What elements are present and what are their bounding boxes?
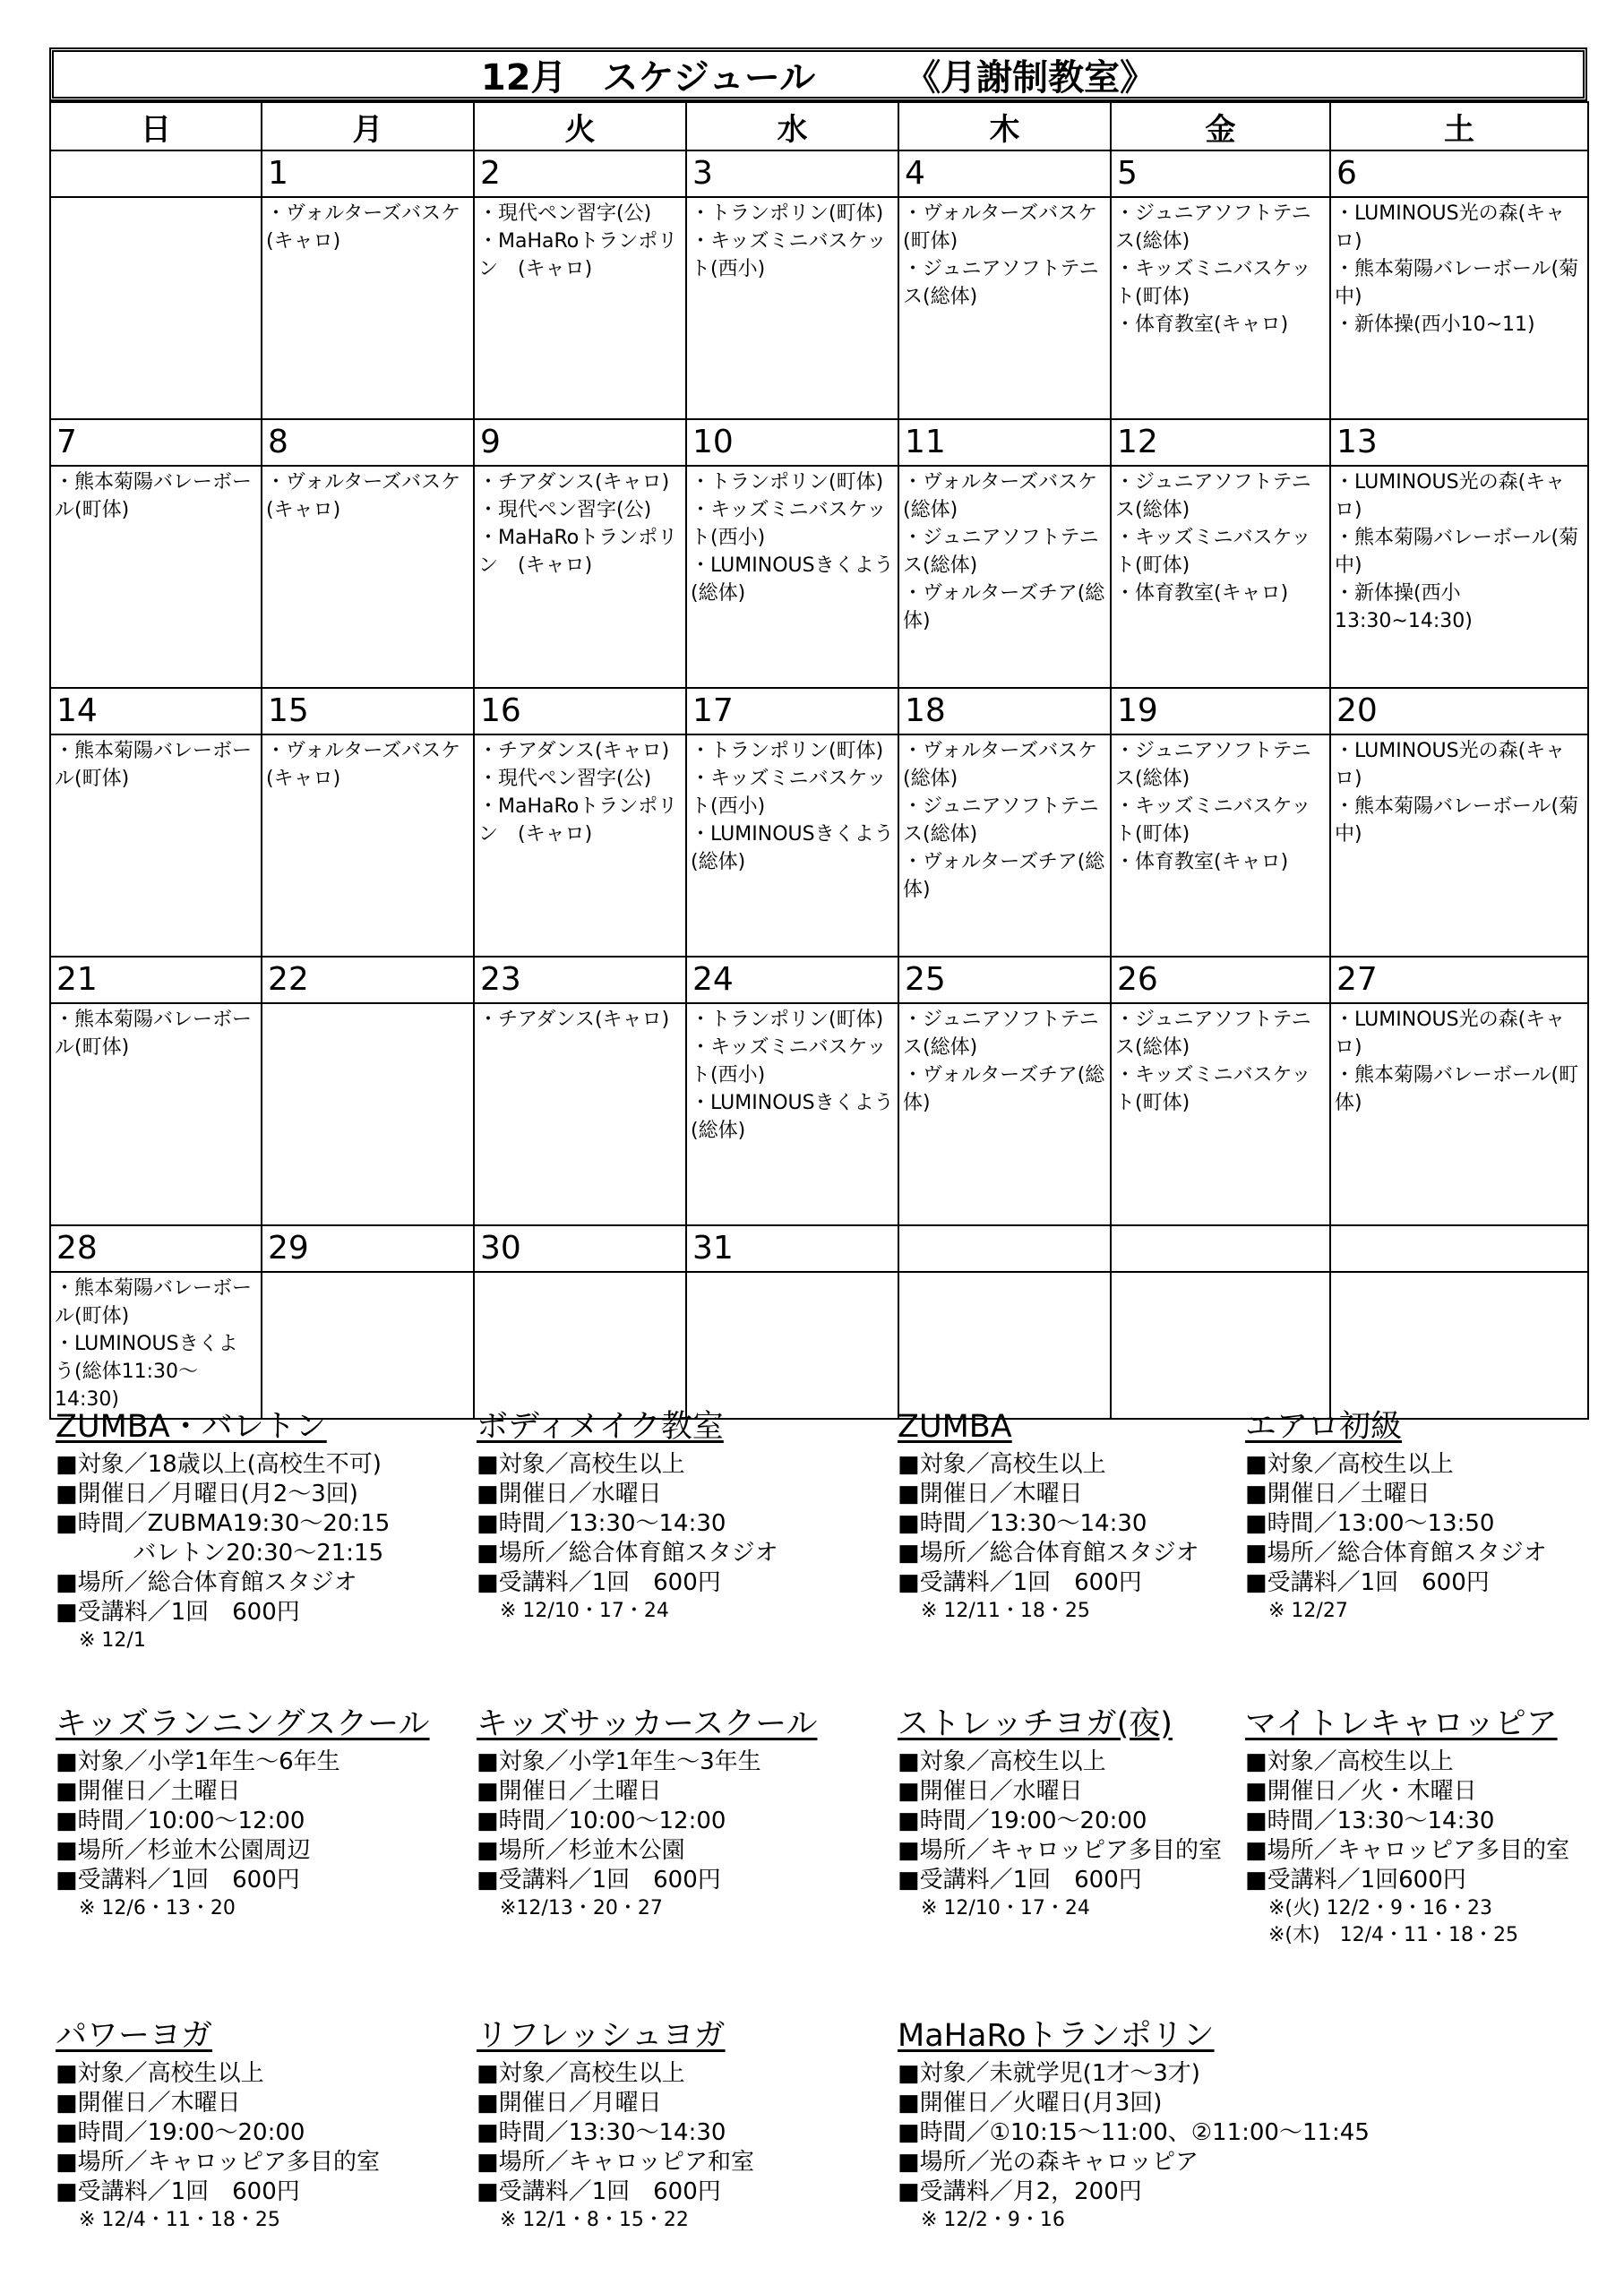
day-events <box>1111 734 1330 957</box>
program-detail: ■場所／杉並木公園 <box>477 1837 685 1864</box>
program-detail: ■受講料／1回 600円 <box>56 2178 300 2205</box>
event-item: ・熊本菊陽バレーボール(菊中) <box>1335 258 1579 308</box>
event-item: ・キッズミニバスケット(西小) <box>691 230 887 280</box>
day-events <box>1330 466 1588 688</box>
schedule-title-box <box>49 47 1587 101</box>
program-title: リフレッシュヨガ <box>477 2018 726 2054</box>
program-detail: ■対象／高校生以上 <box>1245 1748 1454 1775</box>
day-number: 16 <box>474 688 686 734</box>
event-item: ・ジュニアソフトテニス(総体) <box>903 1009 1099 1059</box>
program-detail: ■開催日／火・木曜日 <box>1245 1778 1477 1805</box>
day-number: 19 <box>1111 688 1330 734</box>
weekday-mon: 月 <box>262 102 474 150</box>
event-item: ・トランポリン(町体) <box>691 202 884 225</box>
day-number <box>1330 1225 1588 1272</box>
day-number: 12 <box>1111 419 1330 466</box>
event-item: ・ヴォルターズチア(総体) <box>903 582 1105 632</box>
event-item: ・新体操(西小10~11) <box>1335 313 1535 336</box>
weekday-fri: 金 <box>1111 102 1330 150</box>
event-item: ・MaHaRoトランポリン (キャロ) <box>478 230 678 280</box>
event-item: ・LUMINOUS光の森(キャロ) <box>1335 471 1566 521</box>
day-number: 28 <box>50 1225 262 1272</box>
program-detail: ■対象／高校生以上 <box>898 1451 1106 1478</box>
program-title: ZUMBA・バレトン <box>56 1409 327 1445</box>
program-detail: ■場所／杉並木公園周辺 <box>56 1837 311 1864</box>
event-item: ・キッズミニバスケット(西小) <box>691 1036 887 1086</box>
day-number <box>898 1225 1111 1272</box>
program-block <box>898 1409 1199 1625</box>
event-item: ・キッズミニバスケット(西小) <box>691 499 887 549</box>
event-item: ・ヴォルターズチア(総体) <box>903 851 1105 901</box>
event-item: ・ヴォルターズバスケ(キャロ) <box>266 740 461 790</box>
program-detail: ■開催日／木曜日 <box>898 1481 1083 1507</box>
program-detail: ■開催日／土曜日 <box>477 1778 662 1805</box>
program-detail: ■受講料／1回 600円 <box>477 1569 721 1596</box>
event-item: ・体育教室(キャロ) <box>1115 313 1289 336</box>
event-item: ・新体操(西小13:30~14:30) <box>1335 582 1473 632</box>
day-events <box>50 1272 262 1419</box>
program-detail: ■対象／高校生以上 <box>477 2060 685 2087</box>
program-dates-note: ※ 12/10・17・24 <box>500 1600 669 1622</box>
day-events <box>50 1003 262 1225</box>
program-detail: ■開催日／水曜日 <box>477 1481 662 1507</box>
program-detail: ■対象／高校生以上 <box>1245 1451 1454 1478</box>
program-detail: ■場所／キャロッピア多目的室 <box>56 2149 381 2176</box>
program-detail: ■場所／キャロッピア多目的室 <box>898 1837 1223 1864</box>
program-title: ZUMBA <box>898 1409 1012 1445</box>
day-number: 24 <box>686 957 898 1003</box>
program-dates-note: ※12/13・20・27 <box>500 1897 663 1919</box>
program-detail: ■時間／①10:15～11:00、②11:00～11:45 <box>898 2119 1370 2146</box>
event-item: ・現代ペン習字(公) <box>478 768 652 790</box>
program-detail: ■時間／13:30～14:30 <box>1245 1808 1495 1834</box>
week-number-row <box>50 688 1588 734</box>
weekday-thu: 木 <box>898 102 1111 150</box>
event-item: ・熊本菊陽バレーボール(町体) <box>55 1277 253 1327</box>
week-number-row <box>50 419 1588 466</box>
event-item: ・トランポリン(町体) <box>691 740 884 762</box>
week-number-row <box>50 1225 1588 1272</box>
program-detail: ■受講料／1回 600円 <box>56 1599 300 1626</box>
day-number: 26 <box>1111 957 1330 1003</box>
program-detail: ■開催日／木曜日 <box>56 2090 241 2117</box>
day-events <box>262 1272 474 1419</box>
program-block <box>56 1409 390 1654</box>
week-number-row <box>50 957 1588 1003</box>
event-item: ・キッズミニバスケット(西小) <box>691 768 887 818</box>
program-detail: ■受講料／1回 600円 <box>898 1867 1142 1894</box>
weekday-sat: 土 <box>1330 102 1588 150</box>
week-events-row <box>50 1003 1588 1225</box>
day-number: 29 <box>262 1225 474 1272</box>
event-item: ・キッズミニバスケット(町体) <box>1115 795 1311 846</box>
day-events <box>50 197 262 419</box>
program-detail: ■開催日／月曜日 <box>477 2090 662 2117</box>
program-detail: ■対象／高校生以上 <box>56 2060 264 2087</box>
program-title: キッズサッカースクール <box>477 1706 818 1742</box>
program-detail: ■時間／13:00～13:50 <box>1245 1510 1495 1537</box>
day-events <box>262 734 474 957</box>
program-block <box>477 1409 778 1625</box>
day-events <box>474 197 686 419</box>
event-item: ・キッズミニバスケット(町体) <box>1115 1064 1311 1114</box>
day-number: 14 <box>50 688 262 734</box>
program-detail: ■開催日／土曜日 <box>1245 1481 1431 1507</box>
program-detail: ■対象／小学1年生～3年生 <box>477 1748 761 1775</box>
event-item: ・トランポリン(町体) <box>691 1009 884 1031</box>
event-item: ・ジュニアソフトテニス(総体) <box>1115 202 1311 253</box>
program-detail: ■場所／キャロッピア多目的室 <box>1245 1837 1570 1864</box>
day-events <box>1111 466 1330 688</box>
program-block <box>898 1706 1222 1922</box>
day-number: 2 <box>474 150 686 197</box>
program-detail: ■対象／高校生以上 <box>898 1748 1106 1775</box>
event-item: ・ヴォルターズバスケ(総体) <box>903 740 1098 790</box>
event-item: ・熊本菊陽バレーボール(町体) <box>55 471 253 521</box>
program-block <box>898 2018 1370 2234</box>
program-block <box>1245 1409 1547 1625</box>
program-dates-note: ※ 12/6・13・20 <box>79 1897 236 1919</box>
day-events <box>262 1003 474 1225</box>
program-detail: ■時間／13:30～14:30 <box>477 1510 726 1537</box>
event-item: ・ジュニアソフトテニス(総体) <box>1115 471 1311 521</box>
program-detail: ■対象／未就学児(1才～3才) <box>898 2060 1200 2087</box>
program-dates-note: ※ 12/11・18・25 <box>921 1600 1090 1622</box>
event-item: ・LUMINOUSきくよう(総体) <box>691 1092 894 1142</box>
day-number: 7 <box>50 419 262 466</box>
event-item: ・熊本菊陽バレーボール(町体) <box>55 740 253 790</box>
event-item: ・LUMINOUSきくよう(総体) <box>691 554 894 605</box>
event-item: ・現代ペン習字(公) <box>478 202 652 225</box>
program-detail: ■対象／小学1年生～6年生 <box>56 1748 340 1775</box>
event-item: ・チアダンス(キャロ) <box>478 740 670 762</box>
program-detail: ■場所／キャロッピア和室 <box>477 2149 755 2176</box>
day-events <box>262 197 474 419</box>
program-detail: ■対象／高校生以上 <box>477 1451 685 1478</box>
day-events <box>898 1003 1111 1225</box>
event-item: ・ヴォルターズバスケ(キャロ) <box>266 202 461 253</box>
day-number: 22 <box>262 957 474 1003</box>
program-detail: ■時間／ZUBMA19:30～20:15 <box>56 1510 391 1537</box>
day-number: 25 <box>898 957 1111 1003</box>
day-events <box>686 734 898 957</box>
weekday-tue: 火 <box>474 102 686 150</box>
day-number: 27 <box>1330 957 1588 1003</box>
event-item: ・熊本菊陽バレーボール(菊中) <box>1335 795 1579 846</box>
event-item: ・ヴォルターズチア(総体) <box>903 1064 1105 1114</box>
program-detail: ■開催日／水曜日 <box>898 1778 1083 1805</box>
program-block <box>56 2018 380 2234</box>
day-number: 5 <box>1111 150 1330 197</box>
day-events <box>50 466 262 688</box>
calendar-table <box>49 101 1589 1420</box>
week-number-row <box>50 150 1588 197</box>
day-events <box>1330 1003 1588 1225</box>
day-events <box>474 466 686 688</box>
weekday-wed: 水 <box>686 102 898 150</box>
day-number: 17 <box>686 688 898 734</box>
day-number <box>1111 1225 1330 1272</box>
program-dates-note: ※ 12/2・9・16 <box>921 2209 1065 2231</box>
schedule-title: 12月 スケジュール 《月謝制教室》 <box>480 56 1156 99</box>
program-block <box>1245 1706 1569 1949</box>
event-item: ・LUMINOUS光の森(キャロ) <box>1335 202 1566 253</box>
day-number: 10 <box>686 419 898 466</box>
event-item: ・ジュニアソフトテニス(総体) <box>903 795 1099 846</box>
event-item: ・熊本菊陽バレーボール(町体) <box>1335 1064 1579 1114</box>
program-dates-note: ※ 12/10・17・24 <box>921 1897 1090 1919</box>
week-events-row <box>50 734 1588 957</box>
program-detail: ■場所／光の森キャロッピア <box>898 2149 1199 2176</box>
event-item: ・ヴォルターズバスケ(総体) <box>903 471 1098 521</box>
day-number: 21 <box>50 957 262 1003</box>
event-item: ・キッズミニバスケット(町体) <box>1115 527 1311 577</box>
event-item: ・MaHaRoトランポリン (キャロ) <box>478 795 678 846</box>
program-title: パワーヨガ <box>56 2018 213 2054</box>
program-detail: ■時間／19:00～20:00 <box>56 2119 305 2146</box>
day-number: 4 <box>898 150 1111 197</box>
event-item: ・熊本菊陽バレーボール(菊中) <box>1335 527 1579 577</box>
weekday-header-row <box>50 102 1588 150</box>
week-events-row <box>50 197 1588 419</box>
event-item: ・ジュニアソフトテニス(総体) <box>1115 740 1311 790</box>
event-item: ・LUMINOUSきくよう(総体11:30～14:30) <box>55 1333 238 1411</box>
program-detail: ■受講料／1回 600円 <box>477 1867 721 1894</box>
event-item: ・LUMINOUSきくよう(総体) <box>691 823 894 873</box>
day-events <box>1330 1272 1588 1419</box>
day-events <box>50 734 262 957</box>
day-events <box>898 734 1111 957</box>
program-detail: ■時間／13:30～14:30 <box>477 2119 726 2146</box>
day-number: 9 <box>474 419 686 466</box>
event-item: ・ジュニアソフトテニス(総体) <box>903 258 1099 308</box>
program-title: エアロ初級 <box>1245 1409 1403 1445</box>
program-detail: ■受講料／1回 600円 <box>898 1569 1142 1596</box>
program-dates-note: ※ 12/1 <box>79 1629 146 1652</box>
program-detail: ■受講料／1回 600円 <box>56 1867 300 1894</box>
day-number: 18 <box>898 688 1111 734</box>
day-number: 11 <box>898 419 1111 466</box>
day-events <box>898 466 1111 688</box>
day-events <box>1111 1003 1330 1225</box>
day-events <box>898 197 1111 419</box>
day-number: 31 <box>686 1225 898 1272</box>
program-block <box>477 1706 817 1922</box>
day-number <box>50 150 262 197</box>
weekday-sun: 日 <box>50 102 262 150</box>
program-detail: ■開催日／土曜日 <box>56 1778 241 1805</box>
day-number: 15 <box>262 688 474 734</box>
program-dates-note: ※ 12/1・8・15・22 <box>500 2209 689 2231</box>
program-title: ストレッチヨガ(夜) <box>898 1706 1173 1742</box>
week-events-row <box>50 466 1588 688</box>
event-item: ・ジュニアソフトテニス(総体) <box>903 527 1099 577</box>
day-events <box>474 734 686 957</box>
program-detail: ■時間／19:00～20:00 <box>898 1808 1147 1834</box>
event-item: ・現代ペン習字(公) <box>478 499 652 521</box>
program-detail: ■時間／10:00～12:00 <box>56 1808 305 1834</box>
program-detail: ■開催日／火曜日(月3回) <box>898 2090 1163 2117</box>
day-events <box>686 1272 898 1419</box>
program-title: MaHaRoトランポリン <box>898 2018 1215 2054</box>
program-detail: ■時間／10:00～12:00 <box>477 1808 726 1834</box>
day-events <box>898 1272 1111 1419</box>
program-title: キッズランニングスクール <box>56 1706 430 1742</box>
event-item: ・ヴォルターズバスケ(町体) <box>903 202 1098 253</box>
program-detail: ■時間／13:30～14:30 <box>898 1510 1147 1537</box>
day-events <box>1111 1272 1330 1419</box>
program-detail: ■受講料／1回600円 <box>1245 1867 1466 1894</box>
program-dates-note: ※ 12/4・11・18・25 <box>79 2209 280 2231</box>
day-number: 6 <box>1330 150 1588 197</box>
day-events <box>1330 734 1588 957</box>
day-number: 3 <box>686 150 898 197</box>
event-item: ・キッズミニバスケット(町体) <box>1115 258 1311 308</box>
day-number: 8 <box>262 419 474 466</box>
day-events <box>686 197 898 419</box>
day-events <box>474 1272 686 1419</box>
day-number: 20 <box>1330 688 1588 734</box>
program-dates-note: ※ 12/27 <box>1268 1600 1348 1622</box>
program-detail: ■受講料／月2，200円 <box>898 2178 1142 2205</box>
event-item: ・ジュニアソフトテニス(総体) <box>1115 1009 1311 1059</box>
day-events <box>1330 197 1588 419</box>
event-item: ・ヴォルターズバスケ(キャロ) <box>266 471 461 521</box>
event-item: ・体育教室(キャロ) <box>1115 851 1289 873</box>
event-item: ・チアダンス(キャロ) <box>478 1009 670 1031</box>
day-number: 13 <box>1330 419 1588 466</box>
program-detail: ■受講料／1回 600円 <box>477 2178 721 2205</box>
event-item: ・体育教室(キャロ) <box>1115 582 1289 605</box>
program-title: ボディメイク教室 <box>477 1409 724 1445</box>
event-item: ・チアダンス(キャロ) <box>478 471 670 494</box>
day-events <box>686 1003 898 1225</box>
program-dates-note: ※(火) 12/2・9・16・23 ※(木) 12/4・11・18・25 <box>1268 1897 1518 1946</box>
day-number: 23 <box>474 957 686 1003</box>
event-item: ・MaHaRoトランポリン (キャロ) <box>478 527 678 577</box>
day-events <box>262 466 474 688</box>
day-events <box>1111 197 1330 419</box>
day-events <box>474 1003 686 1225</box>
program-detail: ■受講料／1回 600円 <box>1245 1569 1490 1596</box>
program-detail: ■場所／総合体育館スタジオ <box>56 1569 357 1596</box>
program-detail: ■対象／18歳以上(高校生不可) <box>56 1451 382 1478</box>
program-detail: ■開催日／月曜日(月2～3回) <box>56 1481 358 1507</box>
program-detail: ■場所／総合体育館スタジオ <box>898 1540 1199 1567</box>
week-events-row <box>50 1272 1588 1419</box>
program-detail: バレトン20:30～21:15 <box>56 1540 384 1567</box>
day-number: 1 <box>262 150 474 197</box>
event-item: ・熊本菊陽バレーボール(町体) <box>55 1009 253 1059</box>
event-item: ・トランポリン(町体) <box>691 471 884 494</box>
day-number: 30 <box>474 1225 686 1272</box>
program-block <box>477 2018 754 2234</box>
program-detail: ■場所／総合体育館スタジオ <box>477 1540 778 1567</box>
event-item: ・LUMINOUS光の森(キャロ) <box>1335 740 1566 790</box>
event-item: ・LUMINOUS光の森(キャロ) <box>1335 1009 1566 1059</box>
program-detail: ■場所／総合体育館スタジオ <box>1245 1540 1547 1567</box>
program-block <box>56 1706 430 1922</box>
day-events <box>686 466 898 688</box>
program-title: マイトレキャロッピア <box>1245 1706 1558 1742</box>
